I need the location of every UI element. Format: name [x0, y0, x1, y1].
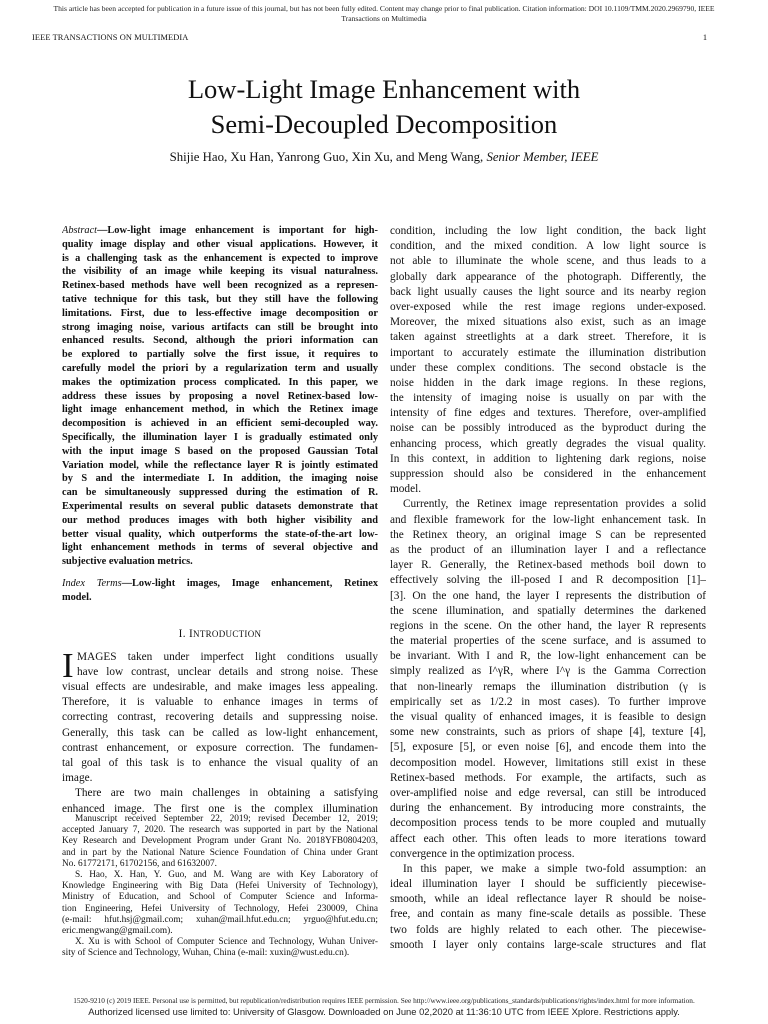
abstract-line: quality image display and other visual applications. However, it: [62, 238, 378, 250]
body-line: noise can be possibly introduced as the byproduct during the: [390, 422, 706, 435]
author-list: [0, 150, 768, 165]
body-line: globally dark appearance of the photograph. Differently, the: [390, 270, 706, 283]
abstract-line: light enhancement methods in terms of several objective and: [62, 542, 378, 554]
body-line: enhanced image. The first one is the complex illumination: [62, 802, 378, 815]
footnote-line: X. Xu is with School of Computer Science and Technology, Wuhan Univer-: [75, 937, 378, 948]
body-line: over-exposed while the rest image regions under-exposed.: [390, 300, 706, 313]
author-names: Shijie Hao, Xu Han, Yanrong Guo, Xin Xu, and Meng Wang,: [169, 150, 484, 164]
body-line: be invariant. With I and R, the low-light enhancement can be: [390, 650, 706, 663]
abstract-line: can be simultaneously suppressed during the estimation of R.: [62, 487, 378, 499]
footnote-line: Key Research and Development Program under Grant No. 2018YFB0804203,: [62, 836, 378, 847]
body-line: There are two main challenges in obtaining a satisfying: [75, 787, 378, 800]
body-line: have low contrast, unclear details and strong noise. These: [77, 665, 378, 678]
footnote-line: tion Engineering, Hefei University of Technology, Hefei 230009, China: [62, 903, 378, 914]
body-line: Currently, the Retinex image representation provides a solid: [403, 498, 706, 511]
body-line: condition, including the low light condition, the back light: [390, 225, 706, 237]
abstract-line: the visibility of an image while keeping its visual naturalness.: [62, 266, 378, 278]
abstract-line: limitations. First, due to less-effective image decomposition or: [62, 307, 378, 319]
body-line: simply realized as I^γR, where I^γ is the Gamma Correction: [390, 665, 706, 678]
publication-notice: [0, 4, 768, 24]
body-line: smooth, while an ideal reflectance layer R should be noise-: [390, 893, 706, 906]
footnote-line: accepted January 7, 2020. The research was supported in part by the National: [62, 825, 378, 836]
body-line: regions in the scene. On the other hand, the layer R represents: [390, 619, 706, 632]
body-line: back light usually causes the light source and its nearby region: [390, 285, 706, 298]
body-line: MAGES taken under imperfect light conditions usually: [77, 650, 378, 663]
body-line: In this paper, we make a simple two-fold assumption: an: [403, 862, 706, 875]
abstract-line: carefully model the priori by a regularization term and usually: [62, 362, 378, 374]
body-line: the visual quality of enhanced images, it is feasible to design: [390, 711, 706, 723]
footnote-line: eric.mengwang@gmail.com).: [62, 925, 173, 936]
body-line: and flexible framework for the low-light enhancement task. In: [390, 513, 706, 526]
body-line: visual effects are undesirable, and make images less appealing.: [62, 681, 378, 694]
body-line: not able to illuminate the whole scene, and thus leads to a: [390, 255, 706, 268]
abstract-line: Variation model, while the reflectance layer R is jointly estimated: [62, 459, 378, 471]
left-column: [62, 224, 378, 817]
abstract-line: subjective evaluation metrics.: [62, 556, 193, 568]
license-notice: Authorized licensed use limited to: University of Glasgow. Downloaded on June 02,2020 at 11:36:10 UTC from IEEE Xplore. Restrictions apply.: [88, 1006, 680, 1017]
body-line: effectively solving the ill-posed I and R decomposition [1]–: [390, 574, 706, 587]
body-line: suppression should also be considered in the enhancement: [390, 468, 706, 480]
section-heading: I. INTRODUCTION: [178, 627, 262, 640]
abstract-line: better visual quality, which outperforms the state-of-the-art low-: [62, 528, 378, 540]
body-line: two folds are highly related to each other. The piecewise-: [390, 923, 706, 936]
intro-paragraph: [62, 645, 378, 817]
index-terms: [62, 577, 378, 605]
body-line: smooth I layer only contains large-scale structures and flat: [390, 938, 706, 951]
index-terms-label: Index Terms: [62, 577, 122, 589]
abstract-line: Experimental results on several public datasets demonstrate that: [62, 500, 378, 512]
body-line: important to accurately estimate the illumination distribution: [390, 346, 706, 359]
body-line: affect each other. This often leads to more iterations toward: [390, 832, 706, 845]
abstract: [62, 224, 378, 569]
body-line: Retinex-based methods. For example, the artifacts, such as: [390, 771, 706, 784]
index-terms-line: Index Terms—Low-light images, Image enhancement, Retinex: [62, 577, 378, 589]
body-line: intensity of fine edges and textures. Therefore, over-amplified: [390, 407, 706, 420]
body-line: [3]. On the one hand, the layer I represents the distribution of: [390, 589, 706, 602]
body-line: enhancing process, which greatly degrades the visual quality.: [390, 437, 706, 450]
footnote-line: S. Hao, X. Han, Y. Guo, and M. Wang are with Key Laboratory of: [75, 869, 378, 880]
copyright-notice: 1520-9210 (c) 2019 IEEE. Personal use is permitted, but republication/redistribution requires IEEE permission. See http://www.ieee.org/publications_standards/publications/rights/index.html for more information.: [73, 996, 695, 1005]
footnote-line: No. 61772171, 61702156, and 61632007.: [62, 858, 217, 869]
body-line: contrast enhancement, or exposure correction. The fundamen-: [62, 741, 378, 754]
abstract-line: our method produces images with both higher visibility and: [62, 514, 378, 526]
abstract-line: Abstract—Low-light image enhancement is important for high-: [62, 225, 378, 236]
abstract-line: tative technique for this task, but they still have the following: [62, 293, 378, 305]
body-line: under these complex conditions. The second obstacle is the: [390, 361, 706, 374]
footnote-line: Manuscript received September 22, 2019; revised December 12, 2019;: [75, 814, 378, 824]
body-line: Moreover, the mixed situations also exist, such as an image: [390, 316, 706, 329]
footnote-line: Knowledge Engineering with Big Data (Hefei University of Technology),: [62, 881, 378, 892]
body-line: the Retinex theory, an original image S can be represented: [390, 528, 706, 541]
body-line: taken against streetlights at a dark street. Therefore, it is: [390, 331, 706, 344]
index-terms-line: model.: [62, 591, 92, 603]
body-line: the material properties of the scene surface, and is assumed to: [390, 635, 706, 648]
abstract-line: light image enhancement method, in which the Retinex image: [62, 404, 378, 416]
abstract-line: address these issues by proposing a novel Retinex-based low-: [62, 390, 378, 402]
body-line: image.: [62, 772, 93, 785]
running-head: IEEE TRANSACTIONS ON MULTIMEDIA: [32, 33, 189, 42]
body-line: that non-linearly remaps the illumination distribution (γ is: [390, 680, 706, 693]
drop-cap: I: [62, 645, 74, 685]
body-line: free, and contain as many fine-scale details as possible. These: [390, 908, 706, 921]
body-line: tal goal of this task is to enhance the visual quality of an: [62, 757, 378, 770]
right-column: [390, 224, 706, 953]
body-line: empirically set as 1/2.2 in most cases). To further improve: [390, 695, 706, 708]
abstract-body: [62, 238, 378, 569]
body-line: Generally, this task can be called as low-light enhancement,: [62, 726, 378, 739]
body-line: condition, and the mixed condition. A low light source is: [390, 240, 706, 253]
abstract-line: enhanced results. Second, although the priori information can: [62, 335, 378, 347]
abstract-line: makes the optimization process complicated. In this paper, we: [62, 376, 378, 388]
footnote-line: Ministry of Education, and School of Computer Science and Informa-: [62, 892, 378, 903]
footnote-line: (e-mail: hfut.hsj@gmail.com; xuhan@mail.hfut.edu.cn; yrguo@hfut.edu.cn;: [62, 914, 378, 925]
body-line: model.: [390, 483, 422, 496]
footnote-line: sity of Science and Technology, Wuhan, China (e-mail: xuxin@wust.edu.cn).: [62, 948, 350, 959]
title-line: Low-Light Image Enhancement with: [187, 74, 581, 104]
body-line: during the enhancement. By introducing more constraints, the: [390, 802, 706, 815]
body-line: decomposition model. However, limitations still exist in these: [390, 756, 706, 769]
body-line: noise hidden in the dark image regions. In these regions,: [390, 376, 706, 389]
abstract-line: Specifically, the illumination layer I is gradually estimated only: [62, 431, 378, 443]
body-line: as the product of an illumination layer I and a reflectance: [390, 543, 706, 556]
author-membership: Senior Member, IEEE: [486, 150, 599, 164]
abstract-line: Retinex-based methods have well been recognized as a represen-: [62, 280, 378, 292]
abstract-label: Abstract: [62, 225, 98, 236]
body-line: [5], exposure [5], or even noise [6], and encode them into the: [390, 741, 706, 754]
publication-notice-line: Transactions on Multimedia: [341, 14, 427, 23]
body-line: the intensity of imaging noise is usually on par with the: [390, 392, 706, 405]
body-line: correcting contrast, recovering details and suppressing noise.: [62, 711, 378, 724]
body-line: over-amplified noise and edge reversal, can still be introduced: [390, 786, 706, 799]
footnote: [62, 814, 378, 959]
abstract-line: strong imaging noise, various artifacts can still be brought into: [62, 321, 378, 333]
paper-title: [0, 72, 768, 142]
body-line: some new constraints, such as priors of shape [4], texture [4],: [390, 726, 706, 739]
footnote-line: and in part by the National Nature Science Foundation of China under Grant: [62, 847, 378, 858]
abstract-line: be explored to partially solve the first issue, it requires to: [62, 349, 378, 361]
body-line: the scene illumination, and spatially determines the darkened: [390, 604, 706, 617]
page-number: 1: [702, 33, 707, 42]
body-line: ideal illumination layer I should be sufficiently piecewise-: [390, 878, 706, 891]
body-line: decomposition process tends to be more coupled and mutually: [390, 817, 706, 830]
abstract-line: with the input image S based on the proposed Gaussian Total: [62, 445, 378, 457]
body-line: convergence in the optimization process.: [390, 847, 575, 860]
body-line: layer R. Generally, the Retinex-based methods boil down to: [390, 559, 706, 572]
publication-notice-line: This article has been accepted for publication in a future issue of this journal, but has not been fully edited. Content may change prior to final publication. Citation information: DOI 10.1109/TMM.2020.2969790, IEEE: [53, 4, 715, 13]
abstract-line: by S and the intermediate I. In addition, the imaging noise: [62, 473, 378, 485]
abstract-line: decomposition is achieved in an efficient semi-decoupled way.: [62, 418, 378, 430]
title-line: Semi-Decoupled Decomposition: [210, 109, 558, 139]
body-line: In this context, in addition to lightening dark regions, noise: [390, 452, 706, 465]
abstract-line: is a challenging task as the enhancement is expected to improve: [62, 252, 378, 264]
body-line: Therefore, it is valuable to enhance images in terms of: [62, 696, 378, 709]
